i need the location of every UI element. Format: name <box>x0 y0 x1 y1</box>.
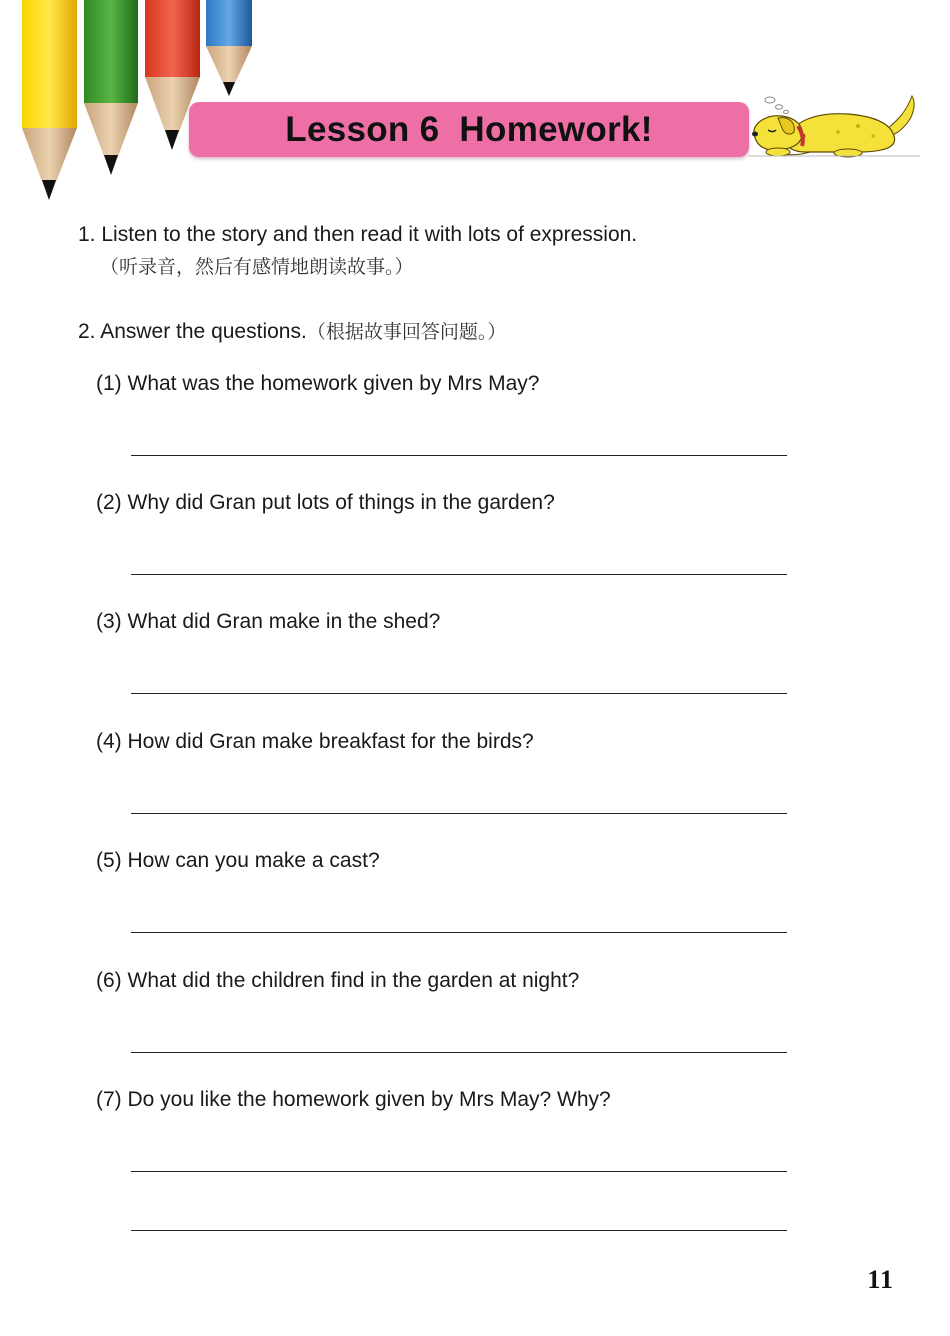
sleeping-dog-illustration <box>748 90 920 160</box>
answer-line-1[interactable] <box>131 455 787 456</box>
question-1: (1) What was the homework given by Mrs May? <box>96 372 540 395</box>
question-2: (2) Why did Gran put lots of things in the garden? <box>96 491 555 514</box>
instruction-2 <box>78 319 506 345</box>
page-number: 11 <box>867 1265 894 1294</box>
instruction-2-translation: （根据故事回答问题。） <box>306 321 507 343</box>
question-6: (6) What did the children find in the garden at night? <box>96 969 580 992</box>
answer-line-6[interactable] <box>131 1052 787 1053</box>
answer-line-7a[interactable] <box>131 1171 787 1172</box>
instruction-1-translation: （听录音，然后有感情地朗读故事。） <box>100 256 414 278</box>
question-5: (5) How can you make a cast? <box>96 849 380 872</box>
question-4: (4) How did Gran make breakfast for the birds? <box>96 730 534 753</box>
page-title: Lesson 6 Homework! <box>285 109 653 149</box>
title-banner <box>189 102 749 157</box>
answer-line-7b[interactable] <box>131 1230 787 1231</box>
question-7: (7) Do you like the homework given by Mrs May? Why? <box>96 1088 611 1111</box>
green-pencil-icon <box>84 0 138 175</box>
question-3: (3) What did Gran make in the shed? <box>96 610 441 633</box>
instruction-1: 1. Listen to the story and then read it with lots of expression. <box>78 223 638 246</box>
yellow-pencil-icon <box>22 0 77 200</box>
blue-pencil-icon <box>206 0 252 96</box>
answer-line-3[interactable] <box>131 693 787 694</box>
answer-line-2[interactable] <box>131 574 787 575</box>
answer-line-4[interactable] <box>131 813 787 814</box>
instruction-2-text: 2. Answer the questions. <box>78 320 307 343</box>
answer-line-5[interactable] <box>131 932 787 933</box>
